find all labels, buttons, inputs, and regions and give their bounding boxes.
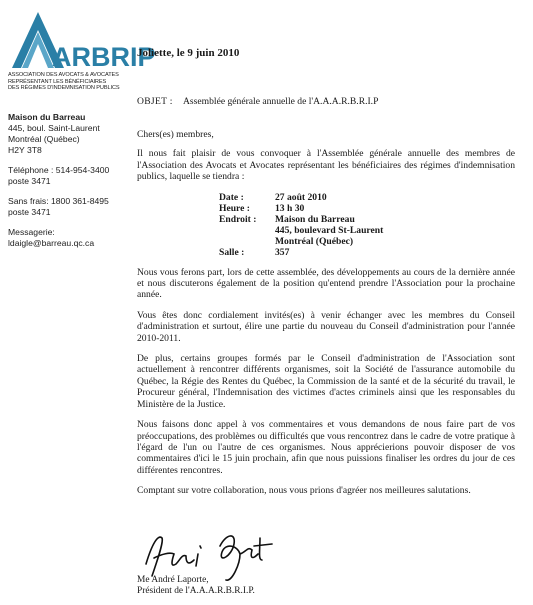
salle-label: Salle :	[219, 246, 245, 258]
heure-label: Heure :	[219, 202, 250, 214]
date-value: 27 août 2010	[275, 191, 327, 203]
heure-value: 13 h 30	[275, 202, 305, 214]
org-line-1: ASSOCIATION DES AVOCATS & AVOCATES	[8, 72, 119, 78]
subject-text: Assemblée générale annuelle de l'A.A.A.R.B.R.I.P	[183, 96, 379, 107]
closing: Comptant sur votre collaboration, nous vous prions d'agréer nos meilleures salutations.	[137, 485, 471, 497]
detail-row-endroit-2	[219, 225, 515, 236]
paragraph-4: De plus, certains groupes formés par le Conseil d'administration de l'Association sont actuellement à rencontrer différents organismes, soit la Société de l'assurance automobile du Québec, la Régie des Rentes du Québec, la Commission de la santé et de la sécurité du travail, le Procureur général, l'Indemnisation des victimes d'actes criminels ainsi que les responsables du Ministère de la Justice.	[137, 353, 515, 410]
logo-text: ARBRIP	[52, 42, 156, 72]
detail-row-heure	[219, 203, 515, 214]
messagerie-label: Messagerie:	[8, 227, 55, 237]
signer-block	[137, 575, 255, 597]
signer-name: Me André Laporte,	[137, 575, 209, 585]
date-label: Date :	[219, 191, 244, 203]
paragraph-3: Vous êtes donc cordialement invités(es) à venir échanger avec les membres du Conseil d'administration et surtout, élire une partie du nouveau du Conseil d'administration pour l'année 2010-2011.	[137, 309, 515, 344]
letter-date: Joliette, le 9 juin 2010	[137, 47, 240, 59]
arbrip-logo	[8, 10, 156, 74]
endroit-label: Endroit :	[219, 213, 257, 225]
address-line-2: Montréal (Québec)	[8, 134, 80, 144]
detail-row-endroit	[219, 214, 515, 225]
signer-title: Président de l'A.A.A.R.B.R.I.P.	[137, 586, 255, 596]
contact-sidebar	[8, 112, 126, 249]
detail-row-salle	[219, 247, 515, 258]
paragraph-1: Il nous fait plaisir de vous convoquer à l'Assemblée générale annuelle des membres de l'Association des Avocats et Avocates représentant les bénéficiaires des régimes d'indemnisation publics, laquelle se tiendra :	[137, 148, 515, 183]
detail-row-date	[219, 192, 515, 203]
paragraph-2: Nous vous ferons part, lors de cette assemblée, des développements au cours de la dernière année et nous discuterons également de la position qu'entend prendre l'Association pour la prochaine année.	[137, 266, 515, 301]
tollfree-line: Sans frais: 1800 361-8495	[8, 196, 109, 206]
postal-code: H2Y 3T8	[8, 145, 42, 155]
address-line-1: 445, boul. Saint-Laurent	[8, 123, 100, 133]
phone-ext: poste 3471	[8, 176, 51, 186]
endroit-line-1: Maison du Barreau	[275, 213, 355, 225]
detail-row-endroit-3	[219, 236, 515, 247]
endroit-line-2: 445, boulevard St-Laurent	[275, 224, 384, 236]
phone-line: Téléphone : 514-954-3400	[8, 165, 110, 175]
tollfree-ext: poste 3471	[8, 207, 51, 217]
email-address: ldaigle@barreau.qc.ca	[8, 238, 95, 248]
endroit-line-3: Montréal (Québec)	[275, 235, 354, 247]
meeting-details	[219, 192, 515, 258]
organization-name	[8, 72, 126, 92]
salle-value: 357	[275, 246, 290, 258]
office-name: Maison du Barreau	[8, 112, 86, 122]
greeting: Chers(es) membres,	[137, 129, 214, 140]
letter-body	[137, 129, 515, 506]
paragraph-5: Nous faisons donc appel à vos commentaires et vous demandons de nous faire part de vos préoccupations, des problèmes ou difficultés que vous rencontrez dans le cadre de votre pratique à l'égard de l'un ou l'autre de ces organismes. Nous apprécierions pouvoir disposer de vos commentaires d'ici le 15 juin prochain, afin que nous puissions finaliser les ordres du jour de ces différentes rencontres.	[137, 419, 515, 476]
subject-line	[137, 96, 379, 107]
org-line-3: DES RÉGIMES D'INDEMNISATION PUBLICS	[8, 85, 120, 92]
subject-label: OBJET :	[137, 96, 173, 107]
org-line-2: REPRÉSENTANT LES BÉNÉFICIAIRES	[8, 78, 107, 85]
